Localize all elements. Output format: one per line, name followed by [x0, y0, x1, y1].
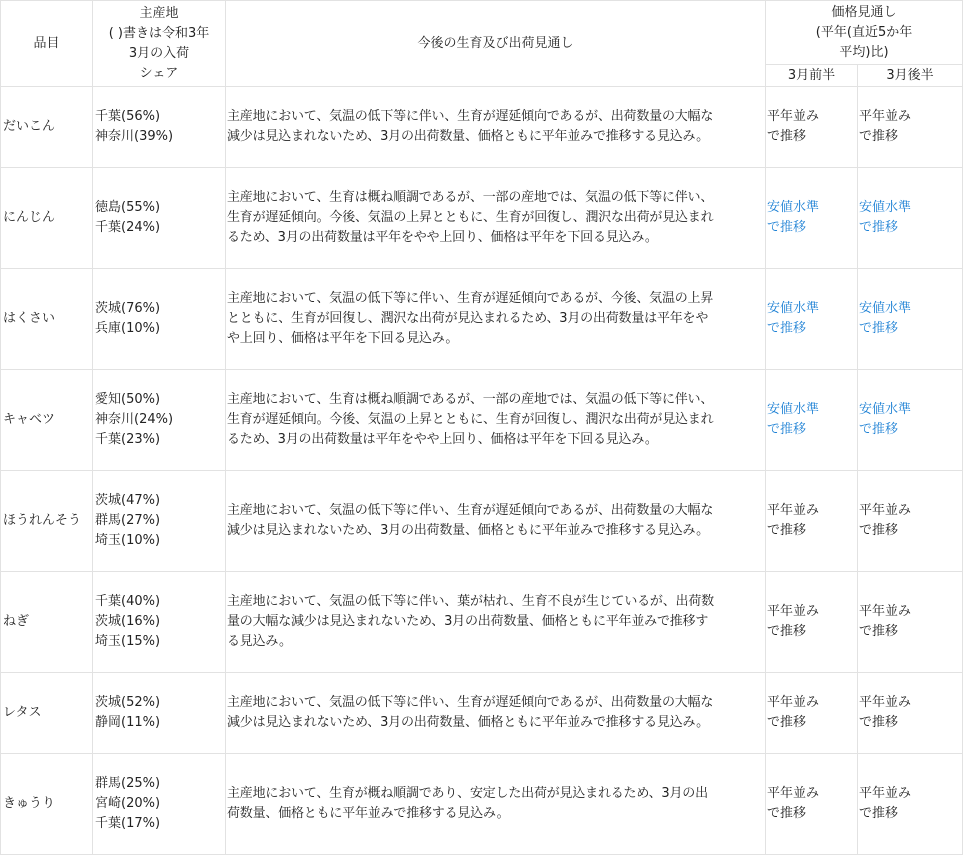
price-text: 平年並み [767, 695, 820, 710]
header-item: 品目 [1, 1, 93, 87]
price-text: 平年並み [859, 503, 912, 518]
item-name: レタス [1, 673, 93, 754]
header-share-line: シェア [139, 65, 179, 81]
price-text: 平年並み [859, 786, 912, 801]
production-share: 埼玉(10%) [95, 533, 161, 548]
production-share-cell [93, 572, 226, 673]
table-row [1, 572, 963, 673]
outlook-text: るため、3月の出荷数量は平年をやや上回り、価格は平年を下回る見込み。 [227, 432, 658, 447]
price-text: で推移 [767, 220, 807, 235]
outlook-text: 主産地において、気温の低下等に伴い、生育が遅延傾向であるが、出荷数量の大幅な [227, 109, 714, 124]
header-outlook: 今後の生育及び出荷見通し [226, 1, 766, 87]
price-early-march [766, 673, 858, 754]
item-name: ほうれんそう [1, 471, 93, 572]
production-share: 茨城(52%) [95, 695, 161, 710]
price-text: で推移 [859, 129, 899, 144]
production-share: 千葉(56%) [95, 109, 161, 124]
outlook-text: 減少は見込まれないため、3月の出荷数量、価格ともに平年並みで推移する見込み。 [227, 715, 709, 730]
production-share-cell [93, 754, 226, 855]
outlook-text: 主産地において、気温の低下等に伴い、生育が遅延傾向であるが、出荷数量の大幅な [227, 503, 714, 518]
price-text: で推移 [859, 806, 899, 821]
outlook-text: 生育が遅延傾向。今後、気温の上昇とともに、生育が回復し、潤沢な出荷が見込まれ [227, 412, 714, 427]
outlook-cell [226, 370, 766, 471]
price-early-march [766, 168, 858, 269]
outlook-text: る見込み。 [227, 634, 292, 649]
table-row [1, 754, 963, 855]
price-early-march [766, 269, 858, 370]
header-price-line: 平均)比) [839, 44, 889, 60]
production-share: 埼玉(15%) [95, 634, 161, 649]
price-text: 安値水準 [859, 200, 912, 215]
item-name: にんじん [1, 168, 93, 269]
table-row [1, 269, 963, 370]
outlook-text: 量の大幅な減少は見込まれないため、3月の出荷数量、価格ともに平年並みで推移す [227, 614, 709, 629]
outlook-cell [226, 754, 766, 855]
production-share-cell [93, 269, 226, 370]
production-share: 千葉(17%) [95, 816, 161, 831]
production-share-cell [93, 370, 226, 471]
production-share: 徳島(55%) [95, 200, 161, 215]
price-text: で推移 [767, 523, 807, 538]
price-text: で推移 [767, 422, 807, 437]
price-early-march [766, 87, 858, 168]
price-text: 平年並み [767, 109, 820, 124]
price-text: 平年並み [859, 695, 912, 710]
header-production-share [93, 1, 226, 87]
outlook-text: 荷数量、価格ともに平年並みで推移する見込み。 [227, 806, 510, 821]
price-text: 安値水準 [767, 200, 820, 215]
price-early-march [766, 471, 858, 572]
header-early-march: 3月前半 [766, 65, 858, 87]
price-late-march [858, 673, 963, 754]
price-text: 安値水準 [859, 402, 912, 417]
price-late-march [858, 572, 963, 673]
outlook-text: 主産地において、生育は概ね順調であるが、一部の産地では、気温の低下等に伴い、 [227, 392, 714, 407]
production-share: 茨城(47%) [95, 493, 161, 508]
outlook-cell [226, 471, 766, 572]
production-share-cell [93, 168, 226, 269]
header-price-outlook [766, 1, 963, 65]
outlook-text: 減少は見込まれないため、3月の出荷数量、価格ともに平年並みで推移する見込み。 [227, 523, 709, 538]
table-row [1, 370, 963, 471]
outlook-text: 主産地において、気温の低下等に伴い、生育が遅延傾向であるが、今後、気温の上昇 [227, 291, 714, 306]
production-share: 群馬(27%) [95, 513, 161, 528]
outlook-cell [226, 673, 766, 754]
outlook-cell [226, 87, 766, 168]
header-price-line: 価格見通し [831, 4, 897, 20]
price-early-march [766, 572, 858, 673]
production-share: 宮崎(20%) [95, 796, 161, 811]
production-share: 千葉(24%) [95, 220, 161, 235]
outlook-text: 生育が遅延傾向。今後、気温の上昇とともに、生育が回復し、潤沢な出荷が見込まれ [227, 210, 714, 225]
production-share: 神奈川(24%) [95, 412, 174, 427]
price-text: で推移 [767, 321, 807, 336]
production-share: 千葉(23%) [95, 432, 161, 447]
table-row [1, 471, 963, 572]
price-text: 平年並み [767, 604, 820, 619]
outlook-text: 主産地において、気温の低下等に伴い、生育が遅延傾向であるが、出荷数量の大幅な [227, 695, 714, 710]
outlook-text: や上回り、価格は平年を下回る見込み。 [227, 331, 459, 346]
outlook-text: 主産地において、生育が概ね順調であり、安定した出荷が見込まれるため、3月の出 [227, 786, 708, 801]
outlook-cell [226, 168, 766, 269]
production-share: 愛知(50%) [95, 392, 161, 407]
price-text: 安値水準 [767, 402, 820, 417]
production-share: 茨城(76%) [95, 301, 161, 316]
outlook-text: 主産地において、気温の低下等に伴い、葉が枯れ、生育不良が生じているが、出荷数 [227, 594, 714, 609]
price-early-march [766, 370, 858, 471]
production-share: 兵庫(10%) [95, 321, 161, 336]
production-share: 茨城(16%) [95, 614, 161, 629]
price-text: 安値水準 [859, 301, 912, 316]
production-share: 群馬(25%) [95, 776, 161, 791]
price-text: 安値水準 [767, 301, 820, 316]
item-name: キャベツ [1, 370, 93, 471]
price-text: で推移 [859, 523, 899, 538]
production-share: 千葉(40%) [95, 594, 161, 609]
price-text: で推移 [859, 422, 899, 437]
outlook-text: 減少は見込まれないため、3月の出荷数量、価格ともに平年並みで推移する見込み。 [227, 129, 709, 144]
table-row [1, 87, 963, 168]
price-text: 平年並み [859, 604, 912, 619]
price-text: で推移 [767, 715, 807, 730]
production-share: 神奈川(39%) [95, 129, 174, 144]
table-row [1, 168, 963, 269]
price-early-march [766, 754, 858, 855]
price-text: で推移 [767, 624, 807, 639]
price-text: で推移 [767, 129, 807, 144]
production-share-cell [93, 87, 226, 168]
price-late-march [858, 269, 963, 370]
header-price-line: (平年(直近5か年 [815, 24, 913, 40]
outlook-cell [226, 269, 766, 370]
price-text: 平年並み [767, 786, 820, 801]
header-late-march: 3月後半 [858, 65, 963, 87]
price-late-march [858, 370, 963, 471]
price-late-march [858, 754, 963, 855]
outlook-text: 主産地において、生育は概ね順調であるが、一部の産地では、気温の低下等に伴い、 [227, 190, 714, 205]
outlook-text: とともに、生育が回復し、潤沢な出荷が見込まれるため、3月の出荷数量は平年をや [227, 311, 709, 326]
header-share-line: ( )書きは令和3年 [108, 25, 210, 41]
price-late-march [858, 168, 963, 269]
outlook-cell [226, 572, 766, 673]
outlook-text: るため、3月の出荷数量は平年をやや上回り、価格は平年を下回る見込み。 [227, 230, 658, 245]
item-name: はくさい [1, 269, 93, 370]
production-share-cell [93, 673, 226, 754]
item-name: だいこん [1, 87, 93, 168]
price-text: で推移 [859, 624, 899, 639]
production-share-cell [93, 471, 226, 572]
price-late-march [858, 87, 963, 168]
item-name: きゅうり [1, 754, 93, 855]
production-share: 静岡(11%) [95, 715, 161, 730]
price-text: で推移 [859, 715, 899, 730]
price-text: で推移 [767, 806, 807, 821]
price-late-march [858, 471, 963, 572]
price-text: で推移 [859, 321, 899, 336]
price-text: 平年並み [859, 109, 912, 124]
price-text: で推移 [859, 220, 899, 235]
table-row [1, 673, 963, 754]
header-share-line: 主産地 [139, 5, 179, 21]
item-name: ねぎ [1, 572, 93, 673]
header-share-line: 3月の入荷 [128, 45, 190, 61]
price-text: 平年並み [767, 503, 820, 518]
